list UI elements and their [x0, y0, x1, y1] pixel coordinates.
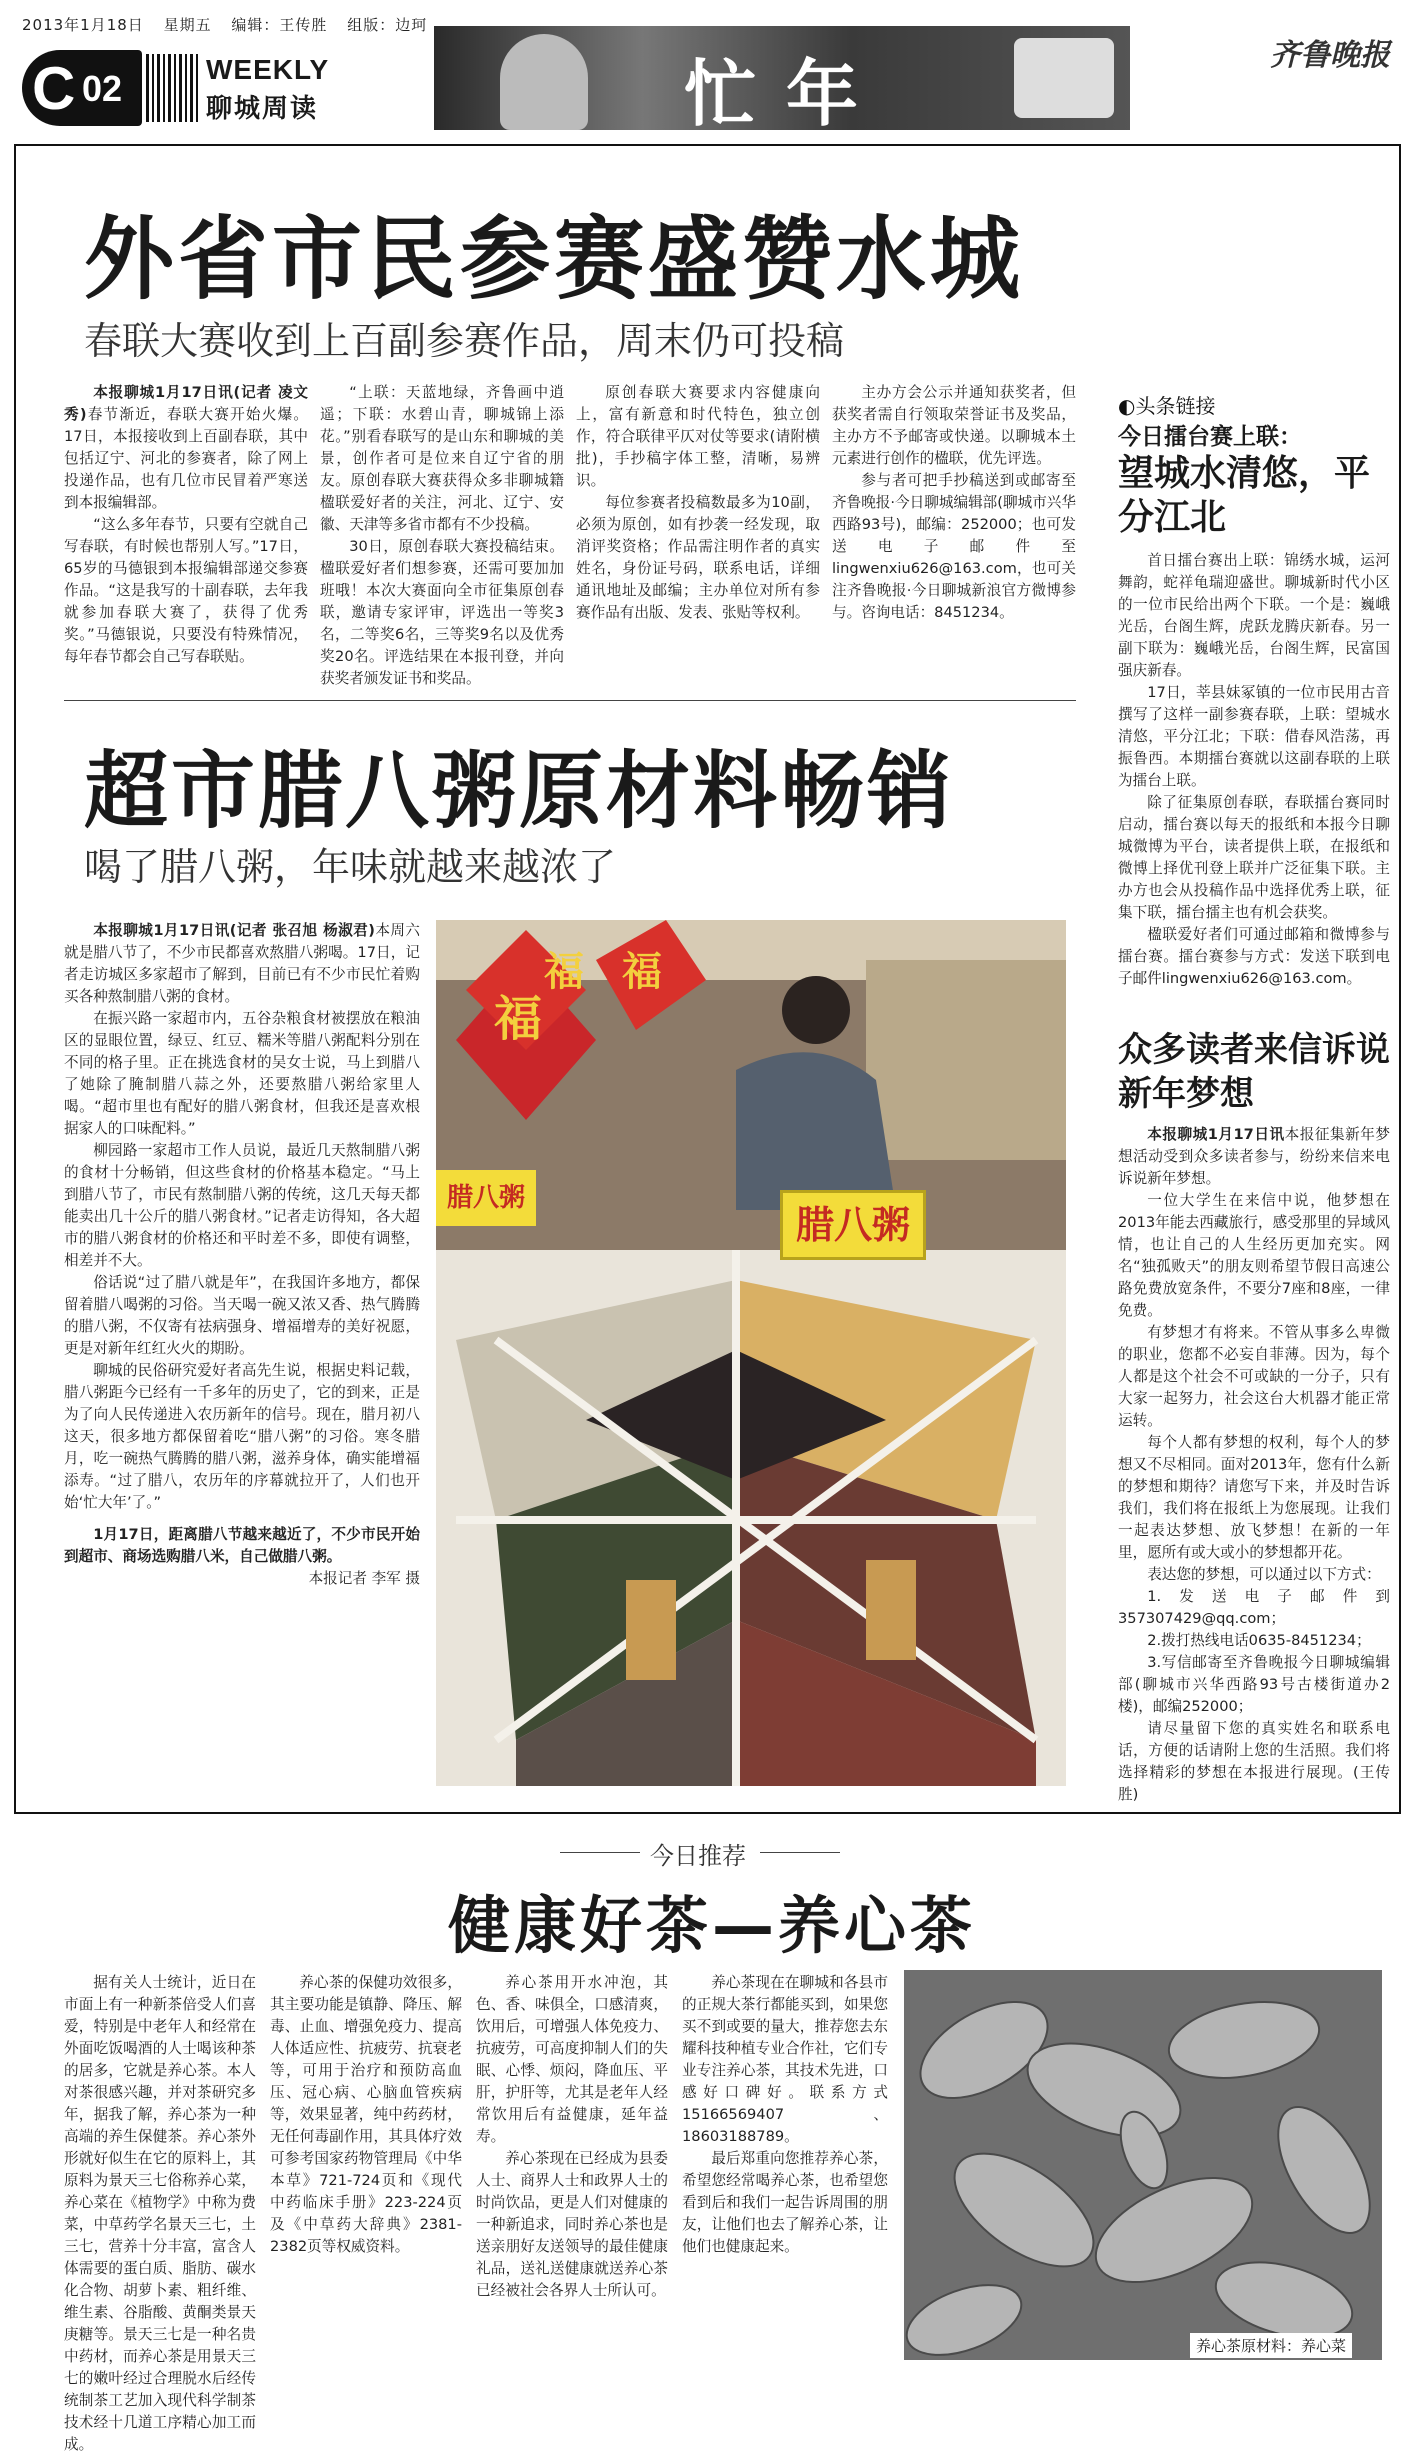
recommend-col4: 养心茶现在在聊城和各县市的正规大茶行都能买到，如果您买不到或要的量大，推荐您去东耀科技种植专业合作社，它们专业专注养心茶，其技术先进，口感好口碑好。联系方式15166569407、18603188789。 最后郑重向您推荐养心茶，希望您经常喝养心茶，也希望您看到后和我们一起告诉周围的朋友，让他们也去了解养心茶，让他们也健康起来。	[682, 1974, 888, 2255]
herb-photo	[904, 1970, 1382, 2360]
barcode-icon	[146, 54, 198, 122]
layout-editor: 组版：边珂	[347, 16, 428, 34]
divider	[760, 1852, 840, 1853]
recommend-col2: 养心茶的保健功效很多，其主要功能是镇静、降压、解毒、止血、增强免疫力、提高人体适应性、抗疲劳、抗衰老等，可用于治疗和预防高血压、冠心病、心脑血管疾病等，效果显著，纯中药药材，无任何毒副作用，其具体疗效可参考国家药物管理局《中华本草》721-724页和《现代中药临床手册》223-224页及《中草药大辞典》2381-2382页等权威资料。	[270, 1974, 462, 2255]
article1-col2: “上联：天蓝地绿，齐鲁画中逍遥；下联：水碧山青，聊城锦上添花。”别看春联写的是山东和聊城的美景，创作者可是位来自辽宁省的朋友。原创春联大赛获得众多非聊城籍楹联爱好者的关注，河北、辽宁、安徽、天津等多省市都有不少投稿。 30日，原创春联大赛投稿结束。楹联爱好者们想参赛，还需可要加加班哦！本次大赛面向全市征集原创春联，邀请专家评审，评选出一等奖3名，二等奖6名，三等奖9名以及优秀奖20名。评选结果在本报刊登，并向获奖者颁发证书和奖品。	[320, 384, 564, 687]
article3-body: 本报聊城1月17日讯本报征集新年梦想活动受到众多读者参与，纷纷来信来电诉说新年梦想。 一位大学生在来信中说，他梦想在2013年能去西藏旅行，感受那里的异域风情，也让自己的人生经历更加充实。网名“独孤败天”的朋友则希望节假日高速公路免费放宽条件，不要分7座和8座，一律免费。 有梦想才有将来。不管从事多么卑微的职业，您都不必妄自菲薄。因为，每个人都是这个社会不可或缺的一分子，只有大家一起努力，社会这台大机器才能正常运转。 每个人都有梦想的权利，每个人的梦想又不尽相同。面对2013年，您有什么新的梦想和期待？请您写下来，并及时告诉我们，我们将在报纸上为您展现。让我们一起表达梦想、放飞梦想！在新的一年里，愿所有或大或小的梦想都开花。 表达您的梦想，可以通过以下方式： 1.发送电子邮件到357307429@qq.com； 2.拨打热线电话0635-8451234； 3.写信邮寄至齐鲁晚报今日聊城编辑部(聊城市兴华西路93号古楼街道办2楼)，邮编252000； 请尽量留下您的真实姓名和联系电话，方便的话请附上您的生活照。我们将选择精彩的梦想在本报进行展现。(王传胜)	[1118, 1126, 1390, 1803]
article2-byline: 本报聊城1月17日讯(记者 张召旭 杨淑君)	[93, 922, 375, 939]
recommend-col1: 据有关人士统计，近日在市面上有一种新茶倍受人们喜爱，特别是中老年人和经常在外面吃饭喝酒的人士喝该种茶的居多，它就是养心茶。本人对茶很感兴趣，并对茶研究多年，据我了解，养心茶为一种高端的养生保健茶。养心茶外形就好似生在它的原料上，其原料为景天三七俗称养心菜，养心菜在《植物学》中称为费菜，中草药学名景天三七，土三七，营养十分丰富，富含人体需要的蛋白质、脂肪、碳水化合物、胡萝卜素、粗纤维、维生素、谷脂酸、黄酮类景天庚糖等。景天三七是一种名贵中药材，而养心茶是用景天三七的嫩叶经过合理脱水后经传统制茶工艺加入现代科学制茶技术经十几道工序精心加工而成。	[64, 1974, 256, 2453]
photo-credit: 本报记者 李军 摄	[308, 1570, 420, 1587]
herb-photo-graphic	[904, 1970, 1382, 2360]
laba-sign-left: 腊八粥	[436, 1170, 536, 1226]
article2-body: 本报聊城1月17日讯(记者 张召旭 杨淑君)本周六就是腊八节了，不少市民都喜欢熬腊八粥喝。17日，记者走访城区多家超市了解到，目前已有不少市民忙着购买各种熬制腊八粥的食材。 在振兴路一家超市内，五谷杂粮食材被摆放在粮油区的显眼位置，绿豆、红豆、糯米等腊八粥配料分别在不同的格子里。正在挑选食材的吴女士说，马上到腊八了她除了腌制腊八蒜之外，还要熬腊八粥给家里人喝。“超市里也有配好的腊八粥食材，但我还是喜欢根据家人的口味配料。” 柳园路一家超市工作人员说，最近几天熬制腊八粥的食材十分畅销，但这些食材的价格基本稳定。“马上到腊八节了，市民有熬制腊八粥的传统，这几天每天都能卖出几十公斤的腊八粥食材。”记者走访得知，各大超市的腊八粥食材的价格还和平时差不多，即使有调整，相差并不大。 俗话说“过了腊八就是年”，在我国许多地方，都保留着腊八喝粥的习俗。当天喝一碗又浓又香、热气腾腾的腊八粥，不仅寄有祛病强身、增福增寿的美好祝愿，更是对新年红红火火的期盼。 聊城的民俗研究爱好者高先生说，根据史料记载，腊八粥距今已经有一千多年的历史了，它的到来，正是为了向人民传递进入农历新年的信号。现在，腊月初八这天，很多地方都保留着吃“腊八粥”的习俗。寒冬腊月，吃一碗热气腾腾的腊八粥，滋养身体，确实能增福添寿。“过了腊八，农历年的序幕就拉开了，人们也开始‘忙大年’了。” 1月17日，距离腊八节越来越近了，不少市民开始到超市、商场选购腊八米，自己做腊八粥。 本报记者 李军 摄	[64, 920, 420, 1780]
sidebar-body: 首日擂台赛出上联：锦绣水城，运河舞韵，蛇祥龟瑞迎盛世。聊城新时代小区的一位市民给出两个下联。一个是：巍峨光岳，台阁生辉，虎跃龙腾庆新春。另一副下联为：巍峨光岳，台阁生辉，民富国强庆新春。 17日，莘县妹冢镇的一位市民用古音撰写了这样一副参赛春联，上联：望城水清悠，平分江北；下联：借春风浩荡，再振鲁西。本期擂台赛就以这副春联的上联为擂台上联。 除了征集原创春联，春联擂台赛同时启动，擂台赛以每天的报纸和本报今日聊城微博为平台，读者提供上联，在报纸和微博上择优刊登上联并广泛征集下联。主办方也会从投稿作品中选择优秀上联，征集下联，擂台擂主也有机会获奖。 楹联爱好者们可通过邮箱和微博参与擂台赛。擂台赛参与方式：发送下联到电子邮件lingwenxiu626@163.com。	[1118, 552, 1390, 987]
weekday: 星期五	[163, 16, 212, 34]
fu-sign-3: 福	[622, 949, 662, 995]
banner-scroll-graphic	[1014, 38, 1114, 118]
weekly-label: WEEKLY	[206, 54, 330, 85]
section-name: 聊城周读	[206, 94, 319, 124]
article1-col1: 本报聊城1月17日讯(记者 凌文秀)春节渐近，春联大赛开始火爆。17日，本报接收到上百副春联，其中包括辽宁、河北的参赛者，除了网上投递作品，也有几位市民冒着严寒送到本报编辑部。 “这么多年春节，只要有空就自己写春联，有时候也帮别人写。”17日，65岁的马德银到本报编辑部递交参赛作品。“这是我写的十副春联，去年我就参加春联大赛了，获得了优秀奖。”马德银说，只要没有特殊情况，每年春节都会自己写春联贴。	[64, 384, 308, 665]
recommend-col3: 养心茶用开水冲泡，其色、香、味俱全，口感清爽，饮用后，可增强人体免疫力、抗疲劳，可高度抑制人们的失眠、心悸、烦闷，降血压、平肝，护肝等，尤其是老年人经常饮用后有益健康，延年益寿。 养心茶现在已经成为县委人士、商界人士和政界人士的时尚饮品，更是人们对健康的一种新追求，同时养心茶也是送亲朋好友送领导的最佳健康礼品，送礼送健康就送养心茶已经被社会各界人士所认可。	[476, 1974, 668, 2299]
sidebar-kicker: 今日擂台赛上联：	[1118, 424, 1302, 450]
divider	[64, 700, 1076, 701]
article3-headline: 众多读者来信诉说新年梦想	[1118, 1030, 1390, 1114]
article1-headline: 外省市民参赛盛赞水城	[84, 207, 1024, 312]
issue-date: 2013年1月18日	[22, 16, 144, 34]
paper-logo: 齐鲁晚报	[1270, 38, 1390, 73]
banner-photo	[500, 34, 588, 130]
fu-sign-1: 福	[494, 991, 543, 1047]
article1-subhead: 春联大赛收到上百副参赛作品，周末仍可投稿	[84, 319, 845, 363]
section-letter: C	[32, 55, 76, 122]
divider	[560, 1852, 640, 1853]
sidebar-headline: 望城水清悠，平分江北	[1118, 453, 1371, 538]
article3-byline: 本报聊城1月17日讯	[1147, 1126, 1285, 1143]
supermarket-photo	[436, 920, 1066, 1786]
banner-slogan: 忙年	[684, 51, 889, 136]
article1-col4: 主办方会公示并通知获奖者，但获奖者需自行领取荣誉证书及奖品，主办方不予邮寄或快递。以聊城本土元素进行创作的楹联，优先评选。 参与者可把手抄稿送到或邮寄至齐鲁晚报·今日聊城编辑部(聊城市兴华西路93号)，邮编：252000；也可发送电子邮件至lingwenxiu626@163.com，也可关注齐鲁晚报·今日聊城新浪官方微博参与。咨询电话：8451234。	[832, 384, 1076, 621]
supermarket-photo-graphic	[436, 920, 1066, 1786]
editor: 编辑：王传胜	[231, 16, 328, 34]
recommend-tag: 今日推荐	[650, 1842, 746, 1870]
article1-col3: 原创春联大赛要求内容健康向上，富有新意和时代特色，独立创作，符合联律平仄对仗等要求(请附横批)，手抄稿字体工整，清晰，易辨识。 每位参赛者投稿数最多为10副，必须为原创，如有抄袭一经发现，取消评奖资格；作品需注明作者的真实姓名，身份证号码，联系电话，详细通讯地址及邮编；主办单位对所有参赛作品有出版、发表、张贴等权利。	[576, 384, 820, 621]
article2-headline: 超市腊八粥原材料畅销	[84, 742, 955, 840]
recommend-title: 健康好茶—养心茶	[448, 1889, 977, 1962]
laba-sign-right: 腊八粥	[780, 1190, 926, 1260]
article2-subhead: 喝了腊八粥，年味就越来越浓了	[84, 845, 617, 889]
page-number: 02	[82, 68, 123, 109]
masthead-info	[22, 14, 441, 35]
herb-photo-caption: 养心茶原材料：养心菜	[1190, 2333, 1352, 2358]
sidebar-tag: ◐头条链接	[1118, 394, 1216, 418]
page-badge	[22, 50, 142, 126]
article1-byline: 本报聊城1月17日讯(记者 凌文秀)	[64, 384, 308, 423]
header-banner	[434, 26, 1130, 136]
fu-sign-2: 福	[544, 949, 584, 995]
photo-caption: 1月17日，距离腊八节越来越近了，不少市民开始到超市、商场选购腊八米，自己做腊八粥。	[64, 1526, 420, 1565]
